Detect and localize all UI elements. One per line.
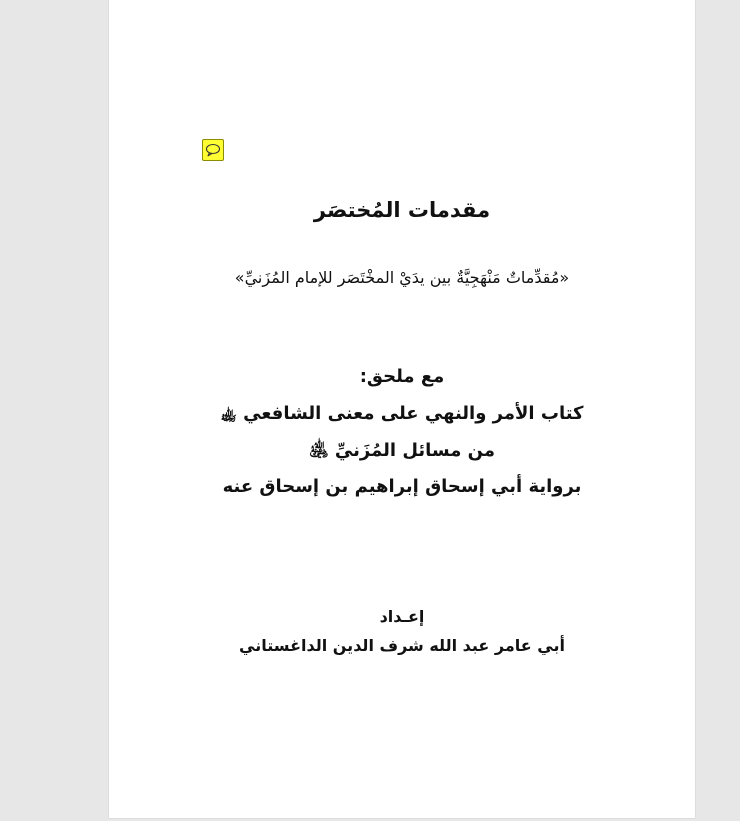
preparation-label: إعـداد bbox=[379, 607, 425, 626]
author-name: أبي عامر عبد الله شرف الدين الداغستاني bbox=[239, 636, 565, 655]
appendix-line: من مسائل المُزَنيِّ ﵁ bbox=[308, 440, 496, 461]
document-page bbox=[109, 0, 695, 818]
comment-annotation[interactable] bbox=[202, 139, 224, 161]
appendix-line: كتاب الأمر والنهي على معنى الشافعي ﵀ bbox=[220, 403, 584, 424]
comment-icon bbox=[205, 143, 221, 157]
appendix-line: برواية أبي إسحاق إبراهيم بن إسحاق عنه bbox=[222, 476, 582, 497]
appendix-label: مع ملحق: bbox=[359, 366, 445, 387]
document-subtitle: «مُقدِّماتٌ مَنْهَجِيَّةٌ بين يدَيْ المخْتَصَر للإمام المُزَنيِّ» bbox=[234, 268, 570, 287]
document-title: مقدمات المُختصَر bbox=[313, 198, 491, 222]
